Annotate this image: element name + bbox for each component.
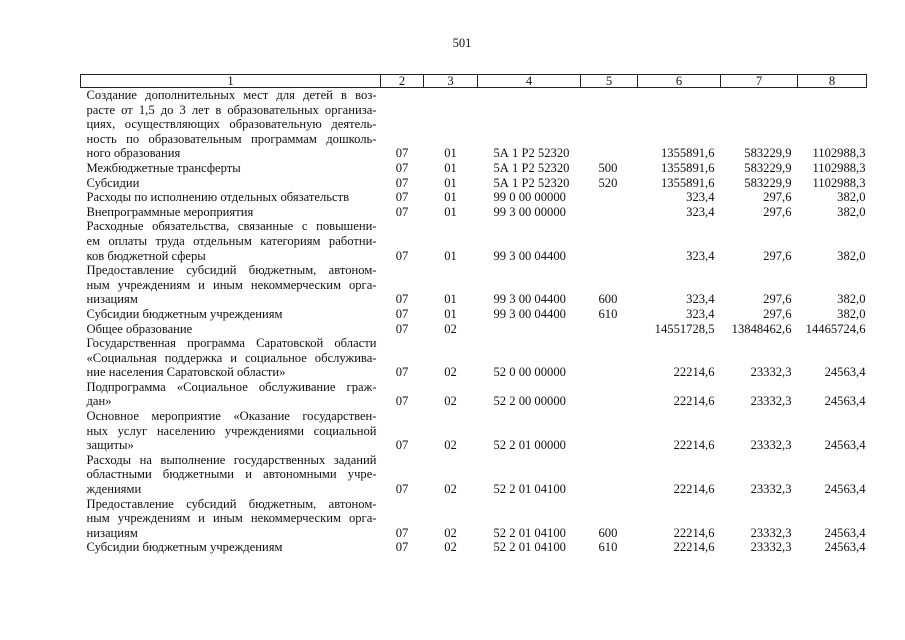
amount-year-1: 22214,6 — [673, 365, 715, 380]
expense-type-code — [581, 336, 638, 380]
description-line: ность по образовательным программам дошколь- — [86, 131, 377, 146]
row-description — [81, 219, 381, 263]
row-description — [81, 380, 381, 409]
description-line: Общее образование — [86, 321, 193, 336]
amount-year-3: 1102988,3 — [812, 160, 866, 175]
amount-year-2: 583229,9 — [744, 160, 792, 175]
subsection-code: 01 — [444, 160, 457, 175]
description-line: низациям — [86, 292, 138, 307]
section-code: 07 — [395, 438, 409, 453]
target-article-code: 99 3 00 04400 — [493, 292, 566, 307]
amount-year-1: 323,4 — [686, 190, 715, 205]
expense-type-code: 600 — [598, 525, 618, 540]
amount-year-3: 24563,4 — [824, 525, 866, 540]
target-article-code — [478, 322, 581, 337]
header-col-4: 4 — [478, 75, 581, 88]
budget-table — [80, 74, 867, 555]
section-code: 07 — [395, 146, 409, 161]
amount-year-3: 14465724,6 — [805, 321, 866, 336]
section-code: 07 — [395, 321, 409, 336]
description-line: циях, осуществляющих образовательную деятель- — [86, 117, 377, 132]
amount-year-3: 382,0 — [837, 204, 866, 219]
subsection-code: 01 — [444, 248, 457, 263]
header-col-2: 2 — [381, 75, 424, 88]
table-row — [81, 190, 867, 205]
amount-year-3: 382,0 — [837, 190, 866, 205]
page-number: 501 — [452, 36, 472, 50]
section-code: 07 — [395, 190, 409, 205]
expense-type-code — [581, 409, 638, 453]
amount-year-3: 382,0 — [837, 248, 866, 263]
header-col-5: 5 — [581, 75, 638, 88]
subsection-code: 02 — [444, 540, 457, 555]
description-line: ние населения Саратовской области» — [86, 365, 286, 380]
description-line: ков бюджетной сферы — [86, 248, 206, 263]
subsection-code: 02 — [444, 438, 457, 453]
row-description — [81, 336, 381, 380]
expense-type-code — [581, 219, 638, 263]
description-line: Создание дополнительных мест для детей в воз- — [86, 88, 377, 102]
description-line: ного образования — [86, 146, 181, 161]
amount-year-1: 14551728,5 — [654, 321, 715, 336]
amount-year-3: 24563,4 — [824, 482, 866, 497]
description-line: ждениями — [86, 482, 142, 497]
expense-type-code — [581, 380, 638, 409]
amount-year-1: 323,4 — [686, 204, 715, 219]
amount-year-1: 1355891,6 — [660, 146, 715, 161]
description-line: областными бюджетными и автономными учре- — [86, 467, 377, 482]
amount-year-2: 23332,3 — [750, 482, 792, 497]
section-code: 07 — [395, 306, 409, 321]
section-code: 07 — [395, 175, 409, 190]
row-description — [81, 307, 381, 322]
expense-type-code: 610 — [598, 540, 618, 555]
subsection-code: 01 — [444, 175, 457, 190]
amount-year-1: 1355891,6 — [660, 160, 715, 175]
description-line: Субсидии бюджетным учреждениям — [86, 540, 283, 555]
header-col-1: 1 — [81, 75, 381, 88]
amount-year-1: 22214,6 — [673, 394, 715, 409]
subsection-code: 01 — [444, 190, 457, 205]
subsection-code: 02 — [444, 365, 457, 380]
section-code: 07 — [395, 394, 409, 409]
subsection-code: 02 — [444, 482, 457, 497]
description-line: Расходы по исполнению отдельных обязательств — [86, 190, 350, 205]
expense-type-code — [581, 322, 638, 337]
target-article-code: 99 3 00 04400 — [493, 306, 566, 321]
amount-year-2: 297,6 — [763, 248, 792, 263]
expense-type-code — [581, 190, 638, 205]
header-col-8: 8 — [798, 75, 867, 88]
amount-year-3: 382,0 — [837, 306, 866, 321]
description-line: Субсидии бюджетным учреждениям — [86, 306, 283, 321]
row-description — [81, 409, 381, 453]
subsection-code: 02 — [444, 525, 457, 540]
expense-type-code — [581, 453, 638, 497]
subsection-code: 01 — [444, 146, 457, 161]
description-line: низациям — [86, 525, 138, 540]
description-line: Расходные обязательства, связанные с повышени- — [86, 219, 377, 234]
target-article-code: 52 2 01 04100 — [493, 482, 566, 497]
amount-year-3: 382,0 — [837, 292, 866, 307]
subsection-code: 01 — [444, 204, 457, 219]
expense-type-code: 600 — [598, 292, 618, 307]
section-code: 07 — [395, 365, 409, 380]
table-row — [81, 219, 867, 263]
description-line: ем оплаты труда отдельным категориям работни- — [86, 233, 377, 248]
target-article-code: 5А 1 Р2 52320 — [493, 160, 570, 175]
row-description — [81, 88, 381, 161]
amount-year-3: 1102988,3 — [812, 175, 866, 190]
amount-year-1: 22214,6 — [673, 438, 715, 453]
target-article-code: 5А 1 Р2 52320 — [493, 175, 570, 190]
subsection-code: 02 — [444, 321, 457, 336]
description-line: «Социальная поддержка и социальное обслужива- — [86, 350, 377, 365]
amount-year-2: 297,6 — [763, 190, 792, 205]
table-row — [81, 540, 867, 555]
description-line: Внепрограммные мероприятия — [86, 204, 254, 219]
amount-year-1: 323,4 — [686, 306, 715, 321]
description-line: Государственная программа Саратовской области — [86, 336, 377, 351]
description-line: Расходы на выполнение государственных заданий — [86, 452, 377, 467]
amount-year-3: 1102988,3 — [812, 146, 866, 161]
section-code: 07 — [395, 540, 409, 555]
amount-year-3: 24563,4 — [824, 540, 866, 555]
subsection-code: 01 — [444, 306, 457, 321]
expense-type-code: 520 — [598, 175, 618, 190]
target-article-code: 52 2 01 04100 — [493, 525, 566, 540]
row-description — [81, 453, 381, 497]
section-code: 07 — [395, 160, 409, 175]
table-row — [81, 307, 867, 322]
table-row — [81, 380, 867, 409]
description-line: Субсидии — [86, 175, 140, 190]
amount-year-2: 583229,9 — [744, 146, 792, 161]
amount-year-1: 323,4 — [686, 292, 715, 307]
row-description — [81, 176, 381, 191]
row-description — [81, 497, 381, 541]
expense-type-code: 500 — [598, 160, 618, 175]
amount-year-1: 22214,6 — [673, 482, 715, 497]
table-row — [81, 176, 867, 191]
row-description — [81, 190, 381, 205]
amount-year-1: 1355891,6 — [660, 175, 715, 190]
target-article-code: 52 2 01 04100 — [493, 540, 566, 555]
amount-year-2: 23332,3 — [750, 540, 792, 555]
expense-type-code: 610 — [598, 306, 618, 321]
description-line: Основное мероприятие «Оказание государствен- — [86, 409, 377, 424]
row-description — [81, 322, 381, 337]
table-row — [81, 497, 867, 541]
section-code: 07 — [395, 204, 409, 219]
header-row — [81, 75, 867, 88]
section-code: 07 — [395, 248, 409, 263]
row-description — [81, 540, 381, 555]
table-row — [81, 409, 867, 453]
description-line: Подпрограмма «Социальное обслуживание граж- — [86, 379, 377, 394]
table-row — [81, 88, 867, 161]
subsection-code: 01 — [444, 292, 457, 307]
expense-type-code — [581, 88, 638, 161]
table-body — [81, 88, 867, 556]
section-code: 07 — [395, 525, 409, 540]
amount-year-2: 583229,9 — [744, 175, 792, 190]
amount-year-2: 23332,3 — [750, 365, 792, 380]
amount-year-3: 24563,4 — [824, 394, 866, 409]
amount-year-1: 323,4 — [686, 248, 715, 263]
target-article-code: 52 2 00 00000 — [493, 394, 566, 409]
header-col-3: 3 — [424, 75, 478, 88]
amount-year-2: 297,6 — [763, 292, 792, 307]
amount-year-2: 23332,3 — [750, 438, 792, 453]
section-code: 07 — [395, 292, 409, 307]
header-col-6: 6 — [638, 75, 721, 88]
table-row — [81, 263, 867, 307]
amount-year-1: 22214,6 — [673, 525, 715, 540]
row-description — [81, 161, 381, 176]
target-article-code: 99 0 00 00000 — [493, 190, 566, 205]
amount-year-2: 23332,3 — [750, 394, 792, 409]
amount-year-3: 24563,4 — [824, 365, 866, 380]
row-description — [81, 263, 381, 307]
expense-type-code — [581, 205, 638, 220]
description-line: расте от 1,5 до 3 лет в образовательных организа- — [86, 102, 377, 117]
description-line: Предоставление субсидий бюджетным, автоном- — [86, 496, 377, 511]
amount-year-2: 13848462,6 — [731, 321, 792, 336]
amount-year-2: 297,6 — [763, 306, 792, 321]
target-article-code: 5А 1 Р2 52320 — [493, 146, 570, 161]
amount-year-1: 22214,6 — [673, 540, 715, 555]
description-line: Межбюджетные трансферты — [86, 160, 241, 175]
description-line: Предоставление субсидий бюджетным, автоном- — [86, 263, 377, 278]
row-description — [81, 205, 381, 220]
table-row — [81, 322, 867, 337]
amount-year-2: 297,6 — [763, 204, 792, 219]
section-code: 07 — [395, 482, 409, 497]
header-col-7: 7 — [721, 75, 798, 88]
target-article-code: 52 2 01 00000 — [493, 438, 566, 453]
table-row — [81, 453, 867, 497]
description-line: дан» — [86, 394, 112, 409]
amount-year-2: 23332,3 — [750, 525, 792, 540]
target-article-code: 99 3 00 04400 — [493, 248, 566, 263]
target-article-code: 99 3 00 00000 — [493, 204, 566, 219]
table-row — [81, 336, 867, 380]
description-line: ных услуг населению учреждениями социальной — [86, 423, 377, 438]
amount-year-3: 24563,4 — [824, 438, 866, 453]
target-article-code: 52 0 00 00000 — [493, 365, 566, 380]
description-line: ным учреждениям и иным некоммерческим орга- — [86, 511, 377, 526]
subsection-code: 02 — [444, 394, 457, 409]
table-row — [81, 161, 867, 176]
description-line: ным учреждениям и иным некоммерческим орга- — [86, 277, 377, 292]
description-line: защиты» — [86, 438, 134, 453]
table-row — [81, 205, 867, 220]
